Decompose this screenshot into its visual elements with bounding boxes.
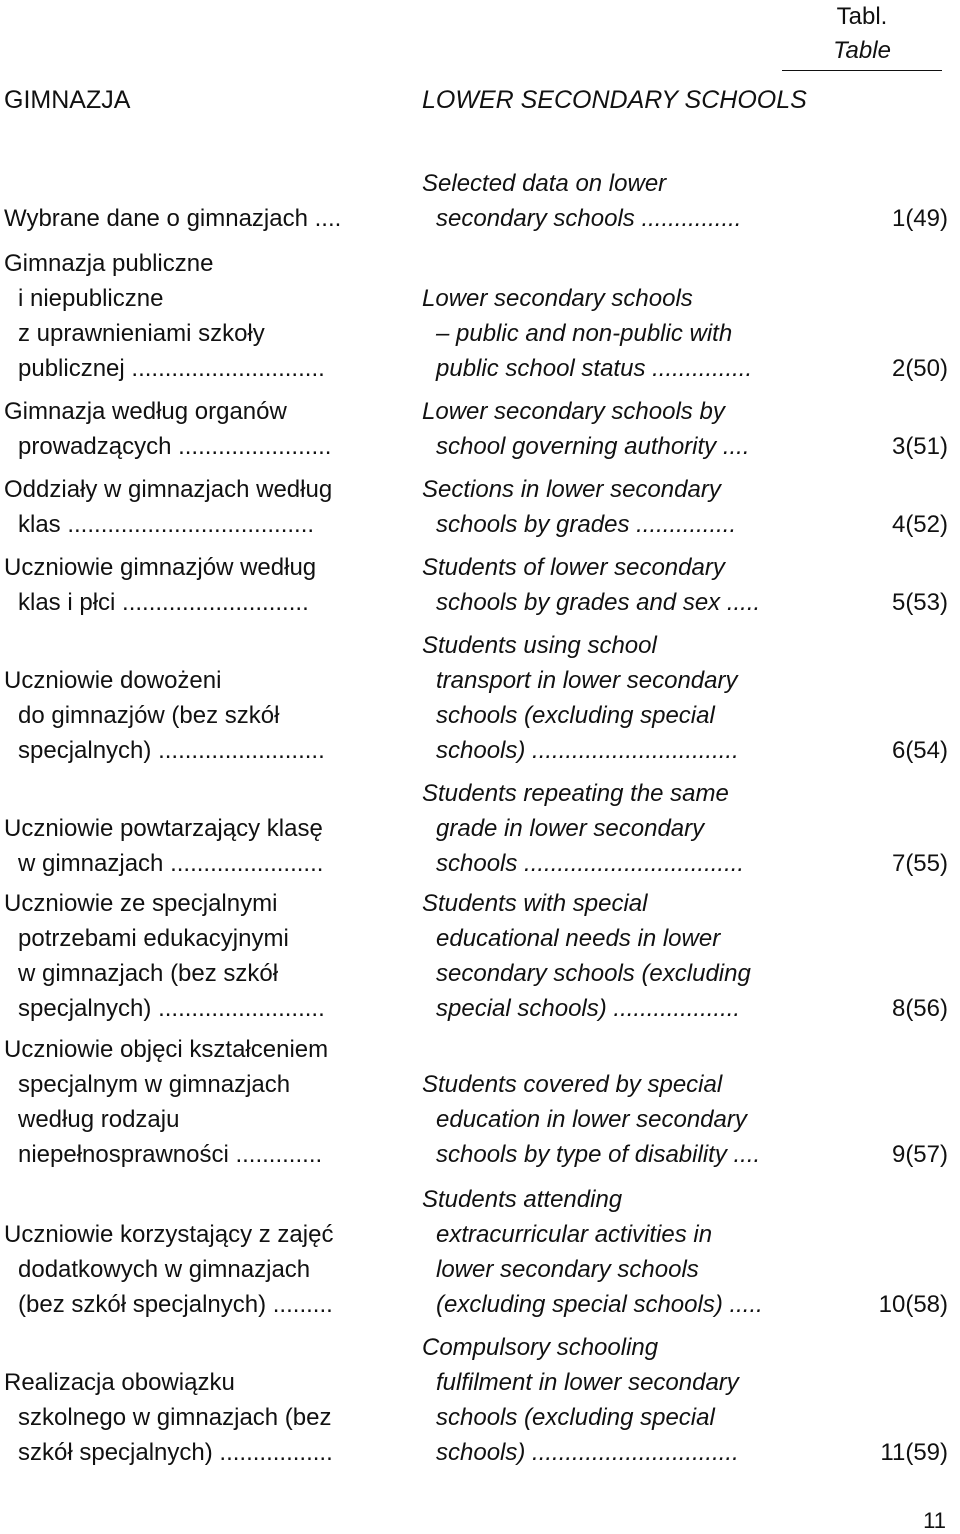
entry-title-en-line: lower secondary schools — [436, 1256, 699, 1283]
entry-title-en — [422, 166, 792, 236]
entry-title-pl-line: i niepubliczne — [18, 285, 164, 312]
entry-title-pl-line: Uczniowie powtarzający klasę — [4, 815, 323, 842]
entry-title-en-line: secondary schools (excluding — [436, 960, 751, 987]
entry-title-en — [422, 1182, 792, 1322]
entry-title-en-line: schools by type of disability .... — [436, 1141, 761, 1168]
entry-title-en-line: special schools) ................... — [436, 995, 741, 1022]
entry-title-pl-line: specjalnych) ......................... — [18, 995, 325, 1022]
entry-title-en-line: Students covered by special — [422, 1071, 723, 1098]
entry-title-pl-line: niepełnosprawności ............. — [18, 1141, 323, 1168]
entry-title-pl — [4, 201, 372, 236]
entry-title-en-line: Lower secondary schools by — [422, 398, 725, 425]
entry-title-en — [422, 1067, 792, 1172]
entry-title-en-line: Students with special — [422, 890, 648, 917]
entry-title-pl-line: Gimnazja publiczne — [4, 250, 214, 277]
entry-table-number[interactable]: 9(57) — [891, 1141, 948, 1168]
entry-title-en — [422, 550, 792, 620]
section-title-en: LOWER SECONDARY SCHOOLS — [422, 86, 807, 114]
entry-table-number[interactable]: 6(54) — [891, 737, 948, 764]
entry-title-en-line: Students of lower secondary — [422, 554, 725, 581]
entry-title-en-line: schools by grades ............... — [436, 511, 737, 538]
entry-title-en-line: schools) ............................... — [436, 1439, 739, 1466]
entry-title-pl-line: Gimnazja według organów — [4, 398, 287, 425]
entry-title-en-line: Students attending — [422, 1186, 623, 1213]
entry-table-number[interactable]: 3(51) — [891, 433, 948, 460]
entry-table-number[interactable]: 11(59) — [880, 1439, 948, 1466]
entry-title-pl-line: Uczniowie objęci kształceniem — [4, 1036, 329, 1063]
entry-table-number[interactable]: 8(56) — [891, 995, 948, 1022]
entry-title-en-line: fulfilment in lower secondary — [436, 1369, 739, 1396]
entry-title-en-line: Students repeating the same — [422, 780, 729, 807]
entry-title-en — [422, 1330, 792, 1470]
entry-title-en-line: Sections in lower secondary — [422, 476, 721, 503]
entry-title-en-line: schools) ............................... — [436, 737, 739, 764]
entry-title-en-line: education in lower secondary — [436, 1106, 747, 1133]
table-label: Table — [782, 34, 942, 71]
entry-title-pl-line: Uczniowie gimnazjów według — [4, 554, 317, 581]
entry-title-pl-line: Uczniowie dowożeni — [4, 667, 222, 694]
entry-title-pl-line: w gimnazjach ....................... — [18, 850, 324, 877]
entry-title-en-line: Selected data on lower — [422, 170, 667, 197]
page-number: 11 — [923, 1508, 946, 1533]
entry-title-en-line: schools by grades and sex ..... — [436, 589, 761, 616]
entry-title-en-line: Compulsory schooling — [422, 1334, 659, 1361]
entry-title-pl — [4, 1032, 372, 1172]
entry-title-pl — [4, 1217, 372, 1322]
entry-title-pl-line: Realizacja obowiązku — [4, 1369, 235, 1396]
entry-title-en — [422, 472, 792, 542]
entry-title-pl-line: potrzebami edukacyjnymi — [18, 925, 289, 952]
entry-title-pl-line: Oddziały w gimnazjach według — [4, 476, 333, 503]
entry-title-pl-line: Uczniowie ze specjalnymi — [4, 890, 278, 917]
entry-title-pl — [4, 663, 372, 768]
entry-title-en-line: schools ................................. — [436, 850, 745, 877]
entry-title-pl-line: specjalnym w gimnazjach — [18, 1071, 291, 1098]
entry-title-en-line: – public and non-public with — [436, 320, 733, 347]
entry-title-en-line: Lower secondary schools — [422, 285, 693, 312]
entry-table-number[interactable]: 4(52) — [891, 511, 948, 538]
entry-title-pl-line: z uprawnieniami szkoły — [18, 320, 265, 347]
entry-title-pl-line: szkół specjalnych) ................. — [18, 1439, 333, 1466]
entry-title-en — [422, 776, 792, 881]
entry-title-pl-line: (bez szkół specjalnych) ......... — [18, 1291, 333, 1318]
section-title-pl: GIMNAZJA — [4, 86, 131, 114]
entry-title-pl-line: Uczniowie korzystający z zajęć — [4, 1221, 334, 1248]
entry-title-en-line: Students using school — [422, 632, 657, 659]
entry-title-en-line: transport in lower secondary — [436, 667, 738, 694]
entry-title-en-line: secondary schools ............... — [436, 205, 742, 232]
entry-title-en-line: schools (excluding special — [436, 1404, 715, 1431]
entry-table-number[interactable]: 1(49) — [891, 205, 948, 232]
entry-title-pl — [4, 550, 372, 620]
entry-title-pl-line: dodatkowych w gimnazjach — [18, 1256, 311, 1283]
entry-title-pl-line: klas ..................................... — [18, 511, 315, 538]
entry-title-en-line: extracurricular activities in — [436, 1221, 713, 1248]
entry-title-pl — [4, 394, 372, 464]
entry-title-en — [422, 886, 792, 1026]
entry-title-en-line: public school status ............... — [436, 355, 753, 382]
entry-title-pl — [4, 1365, 372, 1470]
entry-title-pl-line: do gimnazjów (bez szkół — [18, 702, 280, 729]
entry-table-number[interactable]: 5(53) — [891, 589, 948, 616]
tabl-label: Tabl. — [836, 3, 888, 30]
entry-title-pl-line: prowadzących ....................... — [18, 433, 332, 460]
entry-title-pl-line: w gimnazjach (bez szkół — [18, 960, 279, 987]
entry-title-en-line: schools (excluding special — [436, 702, 715, 729]
entry-title-en — [422, 394, 792, 464]
entry-title-pl-line: Wybrane dane o gimnazjach .... — [4, 205, 342, 232]
entry-title-pl — [4, 246, 372, 386]
entry-title-pl-line: specjalnych) ......................... — [18, 737, 325, 764]
entry-table-number[interactable]: 2(50) — [891, 355, 948, 382]
entry-table-number[interactable]: 7(55) — [891, 850, 948, 877]
entry-title-pl — [4, 886, 372, 1026]
entry-title-en-line: (excluding special schools) ..... — [436, 1291, 763, 1318]
entry-title-en-line: school governing authority .... — [436, 433, 750, 460]
entry-table-number[interactable]: 10(58) — [878, 1291, 948, 1318]
table-header — [782, 0, 942, 71]
entry-title-pl-line: klas i płci ............................ — [18, 589, 309, 616]
entry-title-pl-line: szkolnego w gimnazjach (bez — [18, 1404, 332, 1431]
entry-title-en-line: grade in lower secondary — [436, 815, 705, 842]
entry-title-pl-line: według rodzaju — [18, 1106, 180, 1133]
entry-title-pl — [4, 811, 372, 881]
entry-title-pl — [4, 472, 372, 542]
entry-title-en-line: educational needs in lower — [436, 925, 721, 952]
entry-title-en — [422, 628, 792, 768]
entry-title-pl-line: publicznej ............................. — [18, 355, 325, 382]
entry-title-en — [422, 281, 792, 386]
